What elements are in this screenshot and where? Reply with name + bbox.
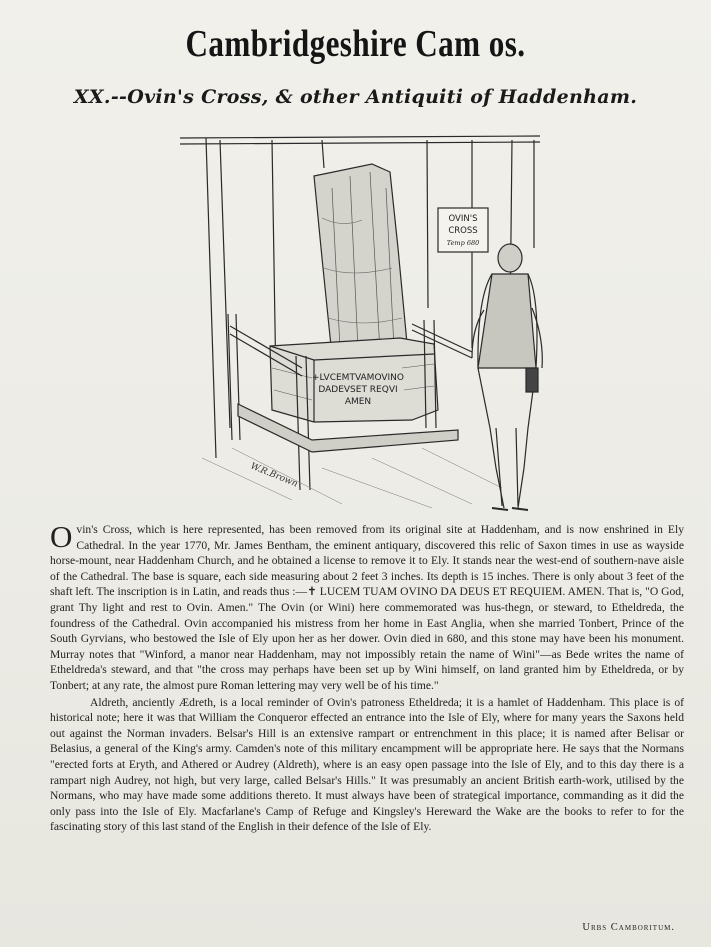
author-signature: Urbs Camboritum. [582, 922, 675, 933]
artist-signature: W.R.Brown [248, 461, 299, 490]
stone-inscription-line2: DADEVSET REQVI [318, 385, 398, 395]
sign-text-line2: CROSS [448, 226, 478, 236]
paragraph-aldreth: Aldreth, anciently Ædreth, is a local reminder of Ovin's patroness Etheldreda; it is a hamlet of Haddenham. This place is of historical note; here it was that William the Conqueror effected an entrance into the Isle of Ely, where for many years the Saxons held out against the Norman invaders. Belsar's Hill is an extensive rampart or entrenchment in this place; it is named after Belisar or Belasius, a general of the King's army. Camden's note of this military encampment will be appropriate here. He says that the Normans "erected forts at Eryth, and Athered or Audrey (Aldreth), where is an easy open passage into the Isle of Ely, and to this day there is a rampart nigh Audrey, not high, but very large, called Belsar's Hills." It was presumably an ancient British earth-work, utilised by the Normans, who may have made some additions thereto. It must always have been of strategical importance, commanding as it did the only pass into the Isle of Ely. Macfarlane's Camp of Refuge and Kingsley's Hereward the Wake are the books to refer to for the fascinating story of this last stand of the English in their defence of the Isle of Ely. [50, 695, 684, 834]
stone-inscription-line3: AMEN [344, 397, 372, 407]
sign-text-line1: OVIN'S [448, 214, 478, 224]
article-body [50, 519, 684, 835]
page-subtitle: XX.--Ovin's Cross, & other Antiquiti of Haddenham. [73, 86, 638, 108]
paragraph-ovins-cross: Ovin's Cross, which is here represented, has been removed from its original site at Haddenham, and is now enshrined in Ely Cathedral. In the year 1770, Mr. James Bentham, the eminent antiquary, discovered this relic of Saxon times in use as wayside horse-mount, near Haddenham Church, and he obtained a license to remove it to Ely. It stands near the west-end of southern-nave aisle of the Cathedral. The base is square, each side measuring about 2 feet 3 inches. Its depth is 15 inches. There is only about 3 feet of the shaft left. The inscription is in Latin, and reads thus :—✝ LUCEM TUAM OVINO DA DEUS ET REQUIEM. AMEN. That is, "O God, grant Thy light and rest to Ovin. Amen." The Ovin (or Wini) here commemorated was hus-thegn, or steward, to Etheldreda, the foundress of the Cathedral. Ovin accompanied his mistress from her home in East Anglia, when she married Tonbert, Prince of the South Gyrvians, who bestowed the Isle of Ely upon her as her dower. Ovin died in 680, and this stone may have been his monument. Murray notes that "Winford, a manor near Haddenham, may not impossibly retain the name of Wini"—as Bede writes the name of Etheldreda's steward, and that "the cross may perhaps have been set up by Wini himself, on land granted him by Etheldreda, or by Tonbert; at any rate, the almost pure Roman lettering may very well be of his time." [50, 519, 684, 692]
ovins-cross-illustration [172, 128, 546, 512]
stone-inscription-line1: +LVCEMTVAMOVINO [311, 373, 405, 383]
sign-text-line3: Temp 680 [446, 239, 480, 247]
page-title: Cambridgeshire Cam os. [185, 23, 526, 65]
